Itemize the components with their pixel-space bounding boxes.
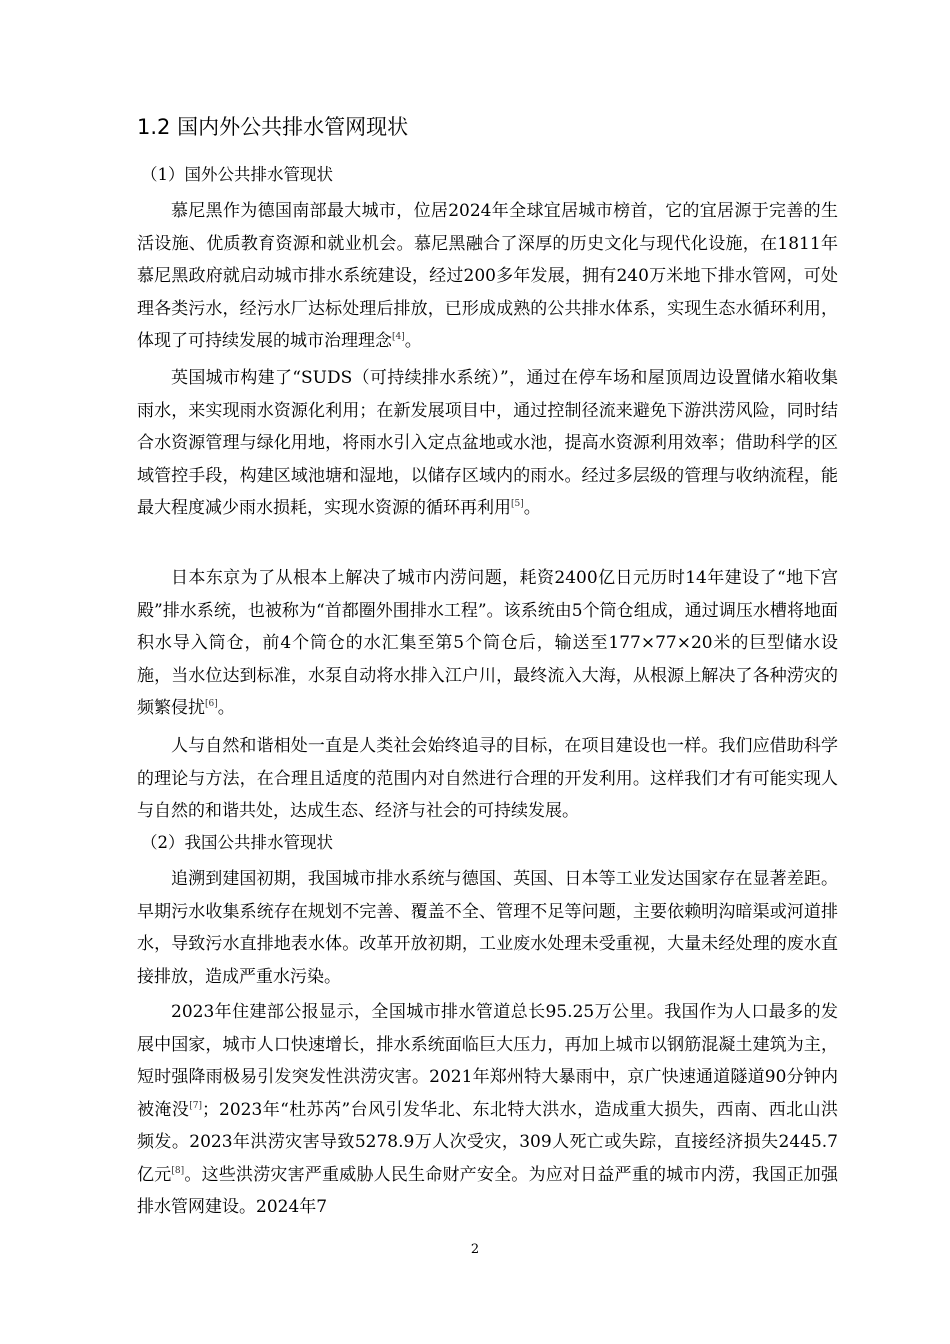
citation-ref: [8] bbox=[171, 1165, 185, 1176]
paragraph-text: 慕尼黑作为德国南部最大城市，位居2024年全球宜居城市榜首，它的宜居源于完善的生活设施、优质教育资源和就业机会。慕尼黑融合了深厚的历史文化与现代化设施，在1811年慕尼黑政府就启动城市排水系统建设，经过200多年发展，拥有240万米地下排水管网，可处理各类污水，经污水厂达标处理后排放，已形成成熟的公共排水体系，实现生态水循环利用，体现了可持续发展的城市治理理念 bbox=[137, 201, 838, 351]
paragraph-text-c: 。这些洪涝灾害严重威胁人民生命财产安全。为应对日益严重的城市内涝，我国正加强排水管网建设。2024年7 bbox=[137, 1164, 839, 1217]
paragraph-munich bbox=[137, 195, 838, 358]
citation-ref: [7] bbox=[189, 1100, 203, 1111]
page-number: 2 bbox=[470, 1242, 480, 1257]
paragraph-current-status bbox=[137, 996, 838, 1224]
paragraph-harmony bbox=[137, 730, 838, 828]
paragraph-tokyo bbox=[137, 562, 838, 725]
paragraph-text-b: ；2023年“杜苏芮”台风引发华北、东北特大洪水，造成重大损失，西南、西北山洪频发。2023年洪涝灾害导致5278.9万人次受灾，309人死亡或失踪，直接经济损失2445.7亿元 bbox=[137, 1099, 838, 1185]
subsection-heading-domestic: （2）我国公共排水管现状 bbox=[141, 833, 333, 852]
citation-ref: [6] bbox=[205, 699, 218, 709]
citation-ref: [5] bbox=[511, 499, 524, 509]
paragraph-text: 日本东京为了从根本上解决了城市内涝问题，耗资2400亿日元历时14年建设了“地下宫殿”排水系统，也被称为“首都圈外围排水工程”。该系统由5个筒仓组成，通过调压水槽将地面积水导入筒仓，前4个筒仓的水汇集至第5个筒仓后，输送至177×77×20米的巨型储水设施，当水位达到标准，水泵自动将水排入江户川，最终流入大海，从根源上解决了各种涝灾的频繁侵扰 bbox=[137, 568, 838, 718]
section-title: 1.2 国内外公共排水管网现状 bbox=[137, 115, 409, 139]
paragraph-text: 追溯到建国初期，我国城市排水系统与德国、英国、日本等工业发达国家存在显著差距。早期污水收集系统存在规划不完善、覆盖不全、管理不足等问题，主要依赖明沟暗渠或河道排水，导致污水直排地表水体。改革开放初期，工业废水处理未受重视，大量未经处理的废水直接排放，造成严重水污染。 bbox=[137, 869, 838, 987]
paragraph-early-history bbox=[137, 863, 838, 993]
paragraph-text: 人与自然和谐相处一直是人类社会始终追寻的目标，在项目建设也一样。我们应借助科学的理论与方法，在合理且适度的范围内对自然进行合理的开发利用。这样我们才有可能实现人与自然的和谐共处，达成生态、经济与社会的可持续发展。 bbox=[137, 736, 838, 821]
paragraph-end: 。 bbox=[523, 498, 541, 518]
citation-ref: [4] bbox=[392, 332, 405, 342]
paragraph-uk-suds bbox=[137, 362, 838, 525]
paragraph-text: 英国城市构建了“SUDS（可持续排水系统）”，通过在停车场和屋顶周边设置储水箱收集雨水，来实现雨水资源化利用；在新发展项目中，通过控制径流来避免下游洪涝风险，同时结合水资源管理与绿化用地，将雨水引入定点盆地或水池，提高水资源利用效率；借助科学的区域管控手段，构建区域池塘和湿地，以储存区域内的雨水。经过多层级的管理与收纳流程，能最大程度减少雨水损耗，实现水资源的循环再利用 bbox=[137, 368, 838, 518]
paragraph-end: 。 bbox=[404, 331, 422, 351]
paragraph-text-a: 2023年住建部公报显示，全国城市排水管道总长95.25万公里。我国作为人口最多的发展中国家，城市人口快速增长，排水系统面临巨大压力，再加上城市以钢筋混凝土建筑为主，短时强降雨极易引发突发性洪涝灾害。2021年郑州特大暴雨中，京广快速通道隧道90分钟内被淹没 bbox=[137, 1002, 838, 1120]
subsection-heading-foreign: （1）国外公共排水管现状 bbox=[141, 165, 333, 184]
paragraph-end: 。 bbox=[217, 698, 235, 718]
